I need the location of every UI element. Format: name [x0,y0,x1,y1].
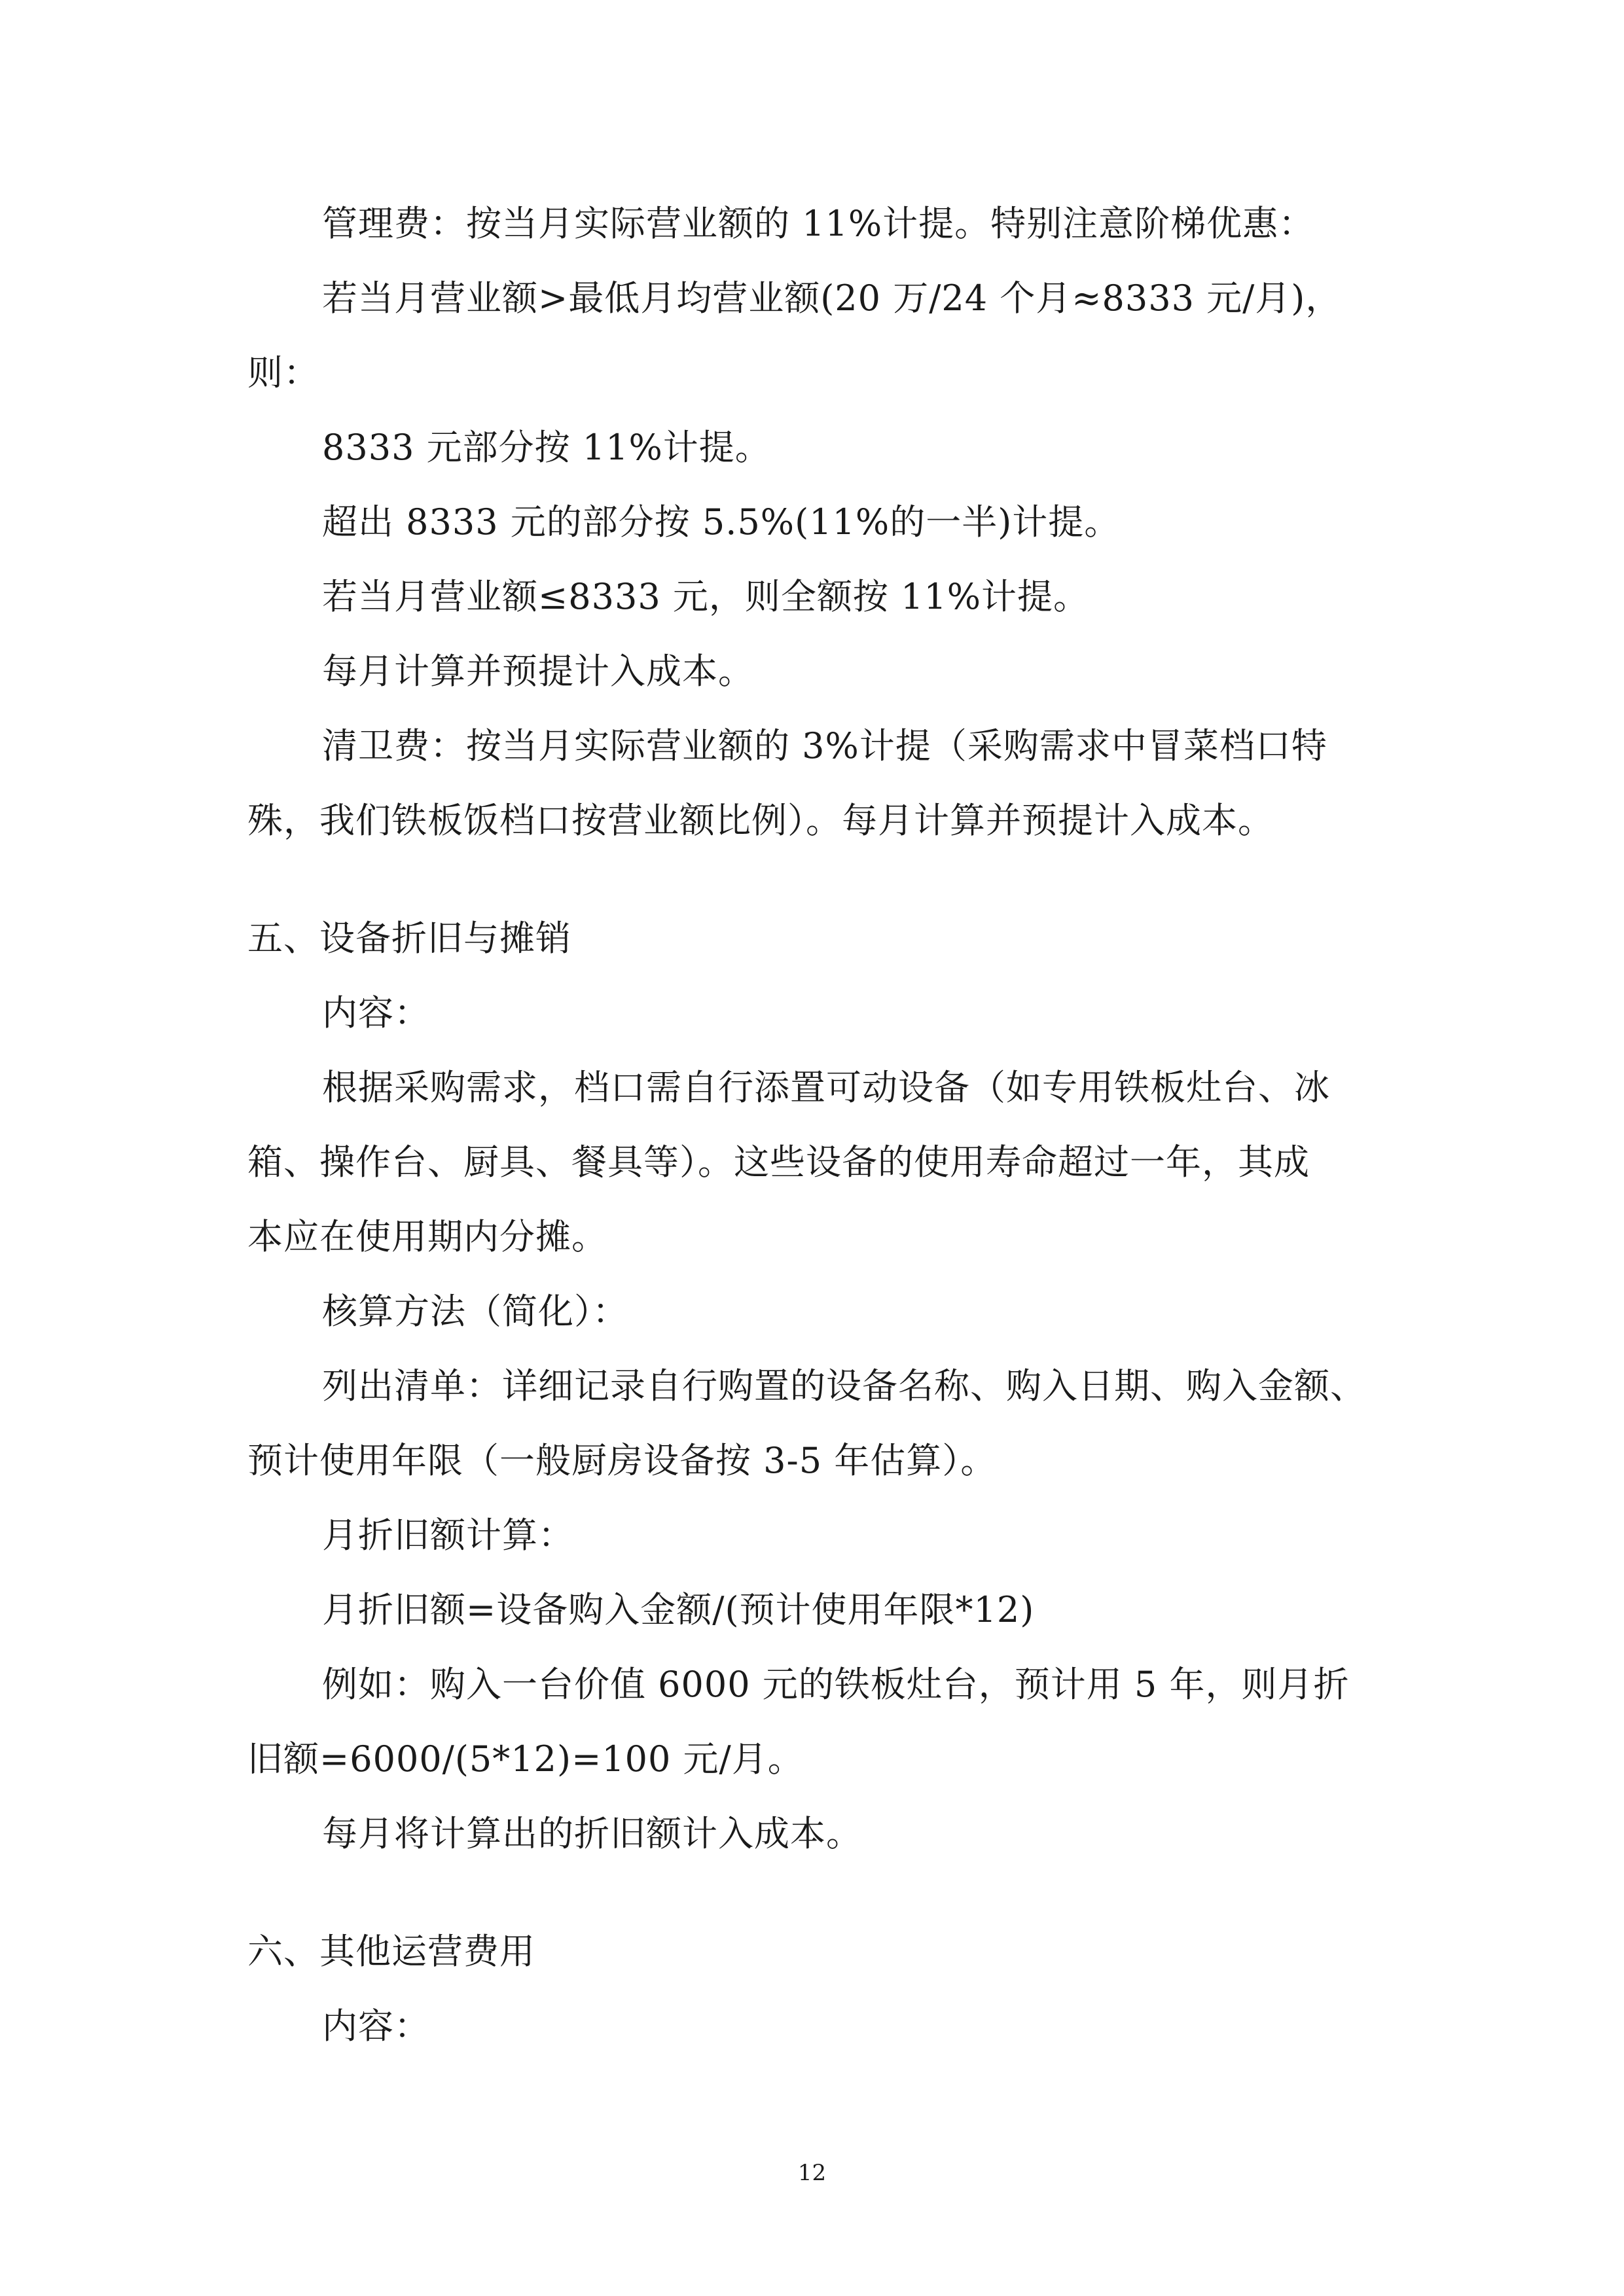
paragraph-line: 若当月营业额≤8333 元，则全额按 11%计提。 [322,576,1090,617]
paragraph-line: 例如：购入一台价值 6000 元的铁板灶台，预计用 5 年，则月折 [322,1664,1350,1705]
paragraph-line: 列出清单：详细记录自行购置的设备名称、购入日期、购入金额、 [322,1365,1366,1407]
paragraph-line: 预计使用年限（一般厨房设备按 3-5 年估算）。 [247,1440,997,1481]
paragraph-line: 则： [247,352,319,393]
paragraph-line: 旧额=6000/(5*12)=100 元/月。 [247,1738,804,1780]
paragraph-line: 超出 8333 元的部分按 5.5%(11%的一半)计提。 [322,501,1121,543]
paragraph-line: 内容： [322,2005,430,2047]
section-heading-5: 五、设备折旧与摊销 [247,918,571,959]
paragraph-line: 每月将计算出的折旧额计入成本。 [322,1813,862,1854]
paragraph-line: 根据采购需求，档口需自行添置可动设备（如专用铁板灶台、冰 [322,1067,1330,1108]
page-number: 12 [797,2160,827,2186]
paragraph-line: 月折旧额计算： [322,1515,574,1556]
paragraph-line: 核算方法（简化）： [322,1291,628,1332]
paragraph-line: 殊，我们铁板饭档口按营业额比例）。每月计算并预提计入成本。 [247,800,1274,841]
formula-line: 月折旧额=设备购入金额/(预计使用年限*12) [322,1589,1035,1630]
paragraph-line: 箱、操作台、厨具、餐具等）。这些设备的使用寿命超过一年，其成 [247,1141,1310,1183]
paragraph-line: 若当月营业额>最低月均营业额(20 万/24 个月≈8333 元/月)， [322,278,1342,319]
paragraph-line: 8333 元部分按 11%计提。 [322,427,771,468]
paragraph-line: 内容： [322,992,430,1033]
paragraph-line: 管理费：按当月实际营业额的 11%计提。特别注意阶梯优惠： [322,203,1315,244]
paragraph-line: 本应在使用期内分摊。 [247,1216,607,1257]
paragraph-line: 每月计算并预提计入成本。 [322,651,754,692]
paragraph-line: 清卫费：按当月实际营业额的 3%计提（采购需求中冒菜档口特 [322,725,1327,766]
section-heading-6: 六、其他运营费用 [247,1931,535,1972]
